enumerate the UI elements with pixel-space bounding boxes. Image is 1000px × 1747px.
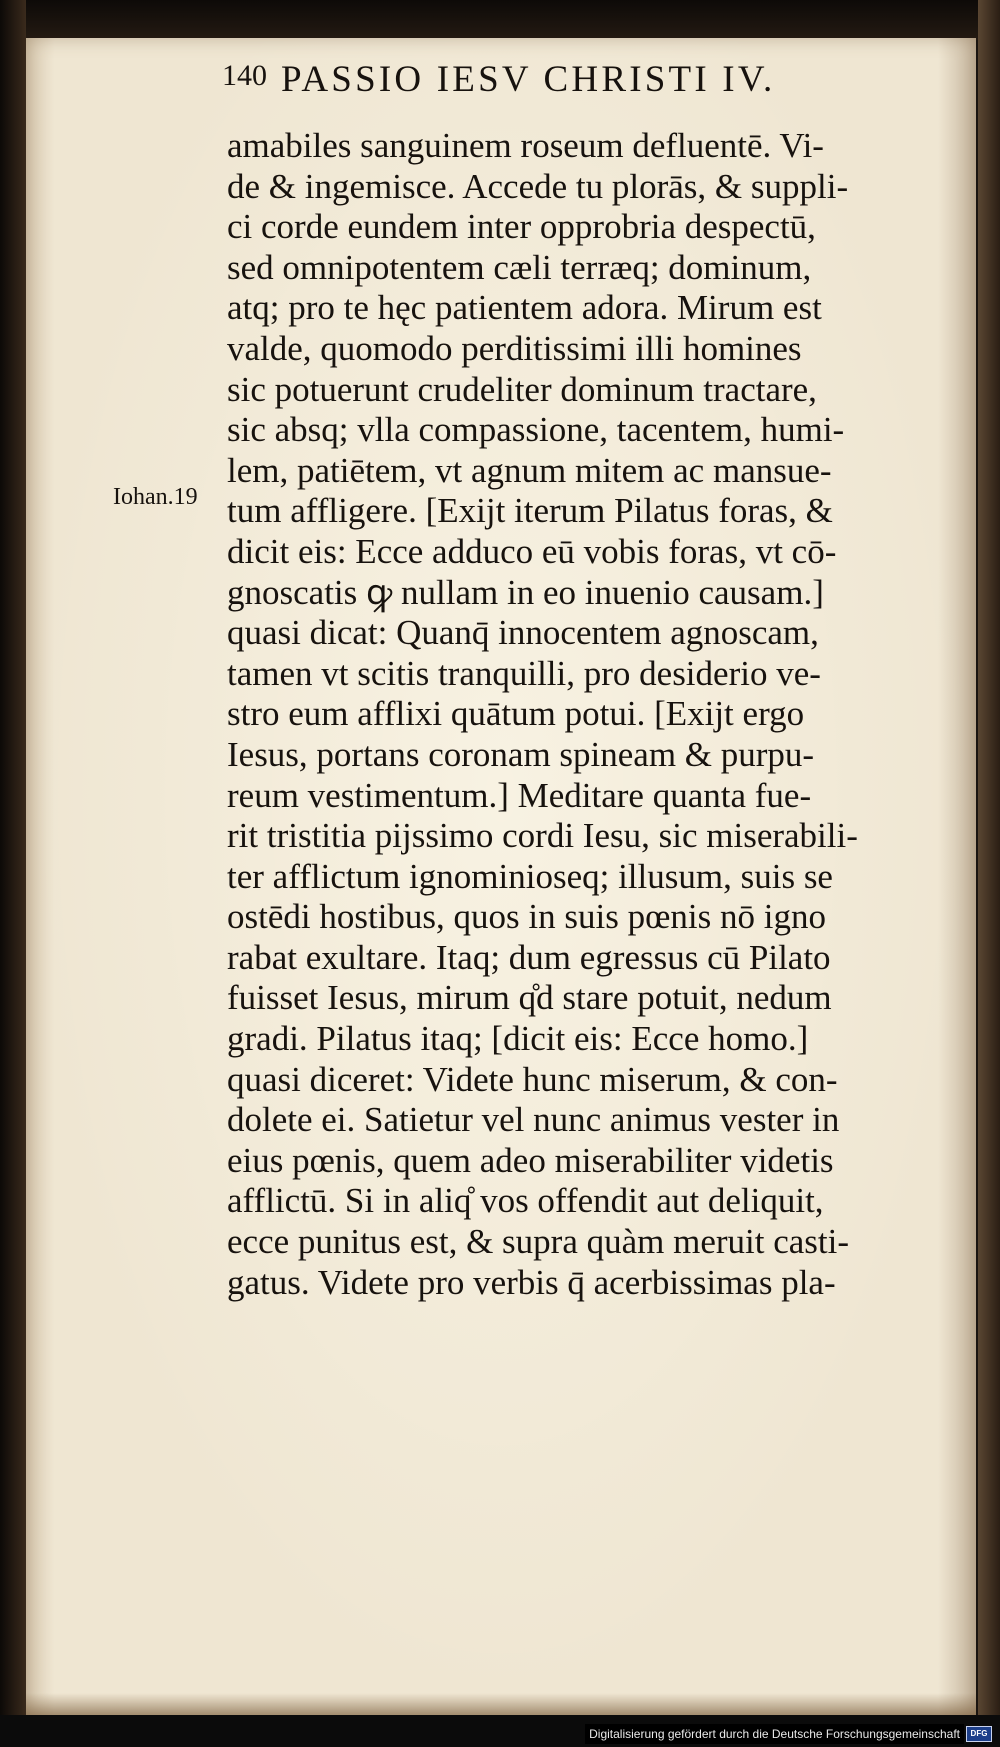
digitization-credit: Digitalisierung gefördert durch die Deutsche Forschungsgemeinschaft: [585, 1724, 964, 1744]
text-line: amabiles sanguinem roseum defluentē. Vi-: [227, 126, 824, 165]
text-line: reum vestimentum.] Meditare quanta fue-: [227, 775, 812, 815]
scan-top-edge: [0, 0, 1000, 40]
text-line: sic absq; vlla compassione, tacentem, humi-: [227, 410, 845, 450]
body-text: [227, 126, 947, 1303]
text-line: afflictū. Si in aliq̊ vos offendit aut deliquit,: [227, 1181, 824, 1221]
text-line: tamen vt scitis tranquilli, pro desiderio ve-: [227, 653, 821, 693]
text-line: dicit eis: Ecce adduco eū vobis foras, vt cō-: [227, 531, 837, 571]
dfg-logo: DFG: [966, 1726, 992, 1742]
text-line: lem, patiētem, vt agnum mitem ac mansue-: [227, 450, 832, 490]
text-line: fuisset Iesus, mirum q̊d stare potuit, nedum: [227, 978, 832, 1018]
text-line: quasi diceret: Videte hunc miserum, & con-: [227, 1059, 838, 1099]
page-bottom-edge: [26, 1693, 976, 1715]
page-header: [222, 58, 922, 114]
text-line: atq; pro te hęc patientem adora. Mirum est: [227, 288, 822, 328]
text-line: valde, quomodo perditissimi illi homines: [227, 328, 802, 368]
marginal-note: Iohan.19: [113, 484, 198, 510]
scan-right-edge: [978, 0, 1000, 1747]
text-line: dolete ei. Satietur vel nunc animus vester in: [227, 1100, 840, 1140]
text-line: Iesus, portans coronam spineam & purpu-: [227, 734, 815, 774]
running-title: PASSIO IESV CHRISTI IV.: [281, 59, 776, 100]
text-line: de & ingemisce. Accede tu plorās, & suppli-: [227, 166, 849, 206]
text-line: gatus. Videte pro verbis q̄ acerbissimas pla-: [227, 1262, 836, 1302]
text-line: rabat exultare. Itaq; dum egressus cū Pilato: [227, 937, 831, 977]
text-line: ostēdi hostibus, quos in suis pœnis nō igno: [227, 897, 826, 937]
text-line: ter afflictum ignominioseq; illusum, suis se: [227, 856, 833, 896]
text-line: gradi. Pilatus itaq; [dicit eis: Ecce homo.]: [227, 1019, 809, 1059]
text-line: tum affligere. [Exijt iterum Pilatus foras, &: [227, 491, 833, 531]
text-line: rit tristitia pijssimo cordi Iesu, sic miserabili-: [227, 816, 858, 856]
text-line: ecce punitus est, & supra quàm meruit casti-: [227, 1222, 850, 1262]
scan-left-edge: [0, 0, 26, 1747]
text-line: ci corde eundem inter opprobria despectū,: [227, 207, 816, 247]
text-line: stro eum afflixi quātum potui. [Exijt ergo: [227, 694, 805, 734]
page-number: 140: [222, 59, 267, 92]
text-line: sic potuerunt crudeliter dominum tractare,: [227, 369, 817, 409]
text-line: eius pœnis, quem adeo miserabiliter videtis: [227, 1140, 834, 1180]
text-line: gnoscatis ꝙ nullam in eo inuenio causam.]: [227, 572, 824, 612]
text-line: quasi dicat: Quanq̄ innocentem agnoscam,: [227, 613, 819, 653]
text-line: sed omnipotentem cæli terræq; dominum,: [227, 247, 812, 287]
